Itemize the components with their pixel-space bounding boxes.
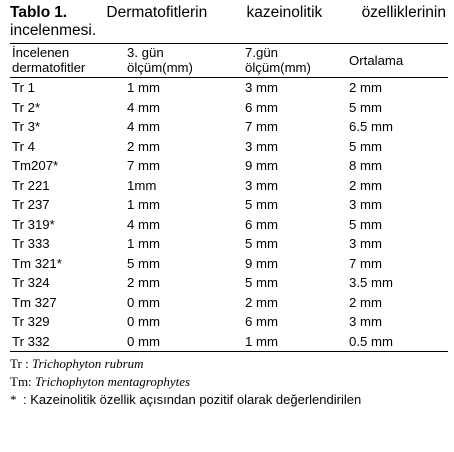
cell-day3: 2 mm xyxy=(127,275,160,290)
cell-average: 5 mm xyxy=(349,99,382,115)
cell-day7: 5 mm xyxy=(245,236,278,251)
cell-day7: 2 mm xyxy=(245,294,278,310)
footnote-tr xyxy=(10,355,446,373)
cell-day7: 5 mm xyxy=(245,197,278,212)
cell-day7: 7 mm xyxy=(245,119,278,134)
table-row xyxy=(10,332,448,352)
cell-strain: Tr 319* xyxy=(12,216,55,232)
cell-average: 3 mm xyxy=(349,197,382,212)
table-row xyxy=(10,273,448,293)
cell-strain: Tr 1 xyxy=(12,80,35,95)
table-body xyxy=(10,78,448,352)
table-row xyxy=(10,156,448,176)
cell-strain: Tr 221 xyxy=(12,177,50,193)
cell-day3: 1 mm xyxy=(127,236,160,251)
cell-day3: 4 mm xyxy=(127,99,160,115)
footnote-tr-name: Trichophyton rubrum xyxy=(31,356,144,371)
caption-word-3: özelliklerinin xyxy=(361,4,446,21)
table-footnotes xyxy=(10,355,446,409)
header-day3 xyxy=(127,44,245,78)
cell-strain: Tr 333 xyxy=(12,236,50,251)
cell-day7: 5 mm xyxy=(245,275,278,290)
header-day7-line2: ölçüm(mm) xyxy=(245,60,311,75)
caption-word-2: kazeinolitik xyxy=(246,4,323,21)
cell-average: 2 mm xyxy=(349,177,382,193)
table-row xyxy=(10,293,448,313)
cell-average: 5 mm xyxy=(349,138,382,154)
cell-day3: 4 mm xyxy=(127,119,160,134)
table-caption xyxy=(10,4,446,40)
cell-day3: 2 mm xyxy=(127,138,160,154)
cell-strain: Tm 321* xyxy=(12,255,62,271)
cell-average: 2 mm xyxy=(349,294,382,310)
caption-line-2: incelenmesi. xyxy=(10,22,97,39)
cell-day3: 1 mm xyxy=(127,80,160,95)
cell-day3: 0 mm xyxy=(127,294,160,310)
cell-day3: 1mm xyxy=(127,177,157,193)
data-table xyxy=(10,43,448,352)
cell-strain: Tr 237 xyxy=(12,197,50,212)
footnote-star xyxy=(10,391,446,409)
footnote-tm-abbr: Tm: xyxy=(10,374,32,389)
caption-label: Tablo xyxy=(10,4,51,21)
cell-day7: 1 mm xyxy=(245,332,349,352)
cell-average: 5 mm xyxy=(349,216,382,232)
table-row xyxy=(10,312,448,332)
header-average xyxy=(349,44,448,78)
caption-word-1: Dermatofitlerin xyxy=(106,4,208,21)
cell-day3: 0 mm xyxy=(127,332,245,352)
cell-day7: 3 mm xyxy=(245,80,278,95)
cell-day7: 3 mm xyxy=(245,177,278,193)
table-row xyxy=(10,215,448,235)
table-row xyxy=(10,195,448,215)
cell-average: 3 mm xyxy=(349,314,382,329)
cell-day3: 7 mm xyxy=(127,158,160,173)
cell-day7: 6 mm xyxy=(245,99,278,115)
caption-prefix xyxy=(10,4,67,22)
cell-strain: Tm 327 xyxy=(12,294,57,310)
cell-day7: 6 mm xyxy=(245,216,278,232)
table-header xyxy=(10,44,448,78)
cell-day3: 0 mm xyxy=(127,314,160,329)
cell-average: 3.5 mm xyxy=(349,275,393,290)
header-row xyxy=(10,44,448,78)
cell-strain: Tr 329 xyxy=(12,314,50,329)
table-figure xyxy=(10,4,446,409)
cell-day7: 9 mm xyxy=(245,255,278,271)
table-row xyxy=(10,137,448,157)
table-row xyxy=(10,176,448,196)
caption-line-1 xyxy=(10,4,446,22)
header-day3-line1: 3. gün xyxy=(127,45,164,60)
header-strain xyxy=(10,44,127,78)
cell-average: 7 mm xyxy=(349,255,382,271)
header-day7 xyxy=(245,44,349,78)
cell-day3: 4 mm xyxy=(127,216,160,232)
cell-day7: 6 mm xyxy=(245,314,278,329)
table-row xyxy=(10,254,448,274)
cell-strain: Tr 324 xyxy=(12,275,50,290)
header-strain-line2: dermatofitler xyxy=(12,60,86,75)
cell-average: 2 mm xyxy=(349,80,382,95)
cell-day7: 9 mm xyxy=(245,158,278,173)
footnote-tm-name: Trichophyton mentagrophytes xyxy=(34,374,191,389)
cell-strain: Tm207* xyxy=(12,158,59,173)
cell-strain: Tr 3* xyxy=(12,119,41,134)
cell-strain: Tr 4 xyxy=(12,138,35,154)
cell-average: 8 mm xyxy=(349,158,382,173)
cell-average: 3 mm xyxy=(349,236,382,251)
header-strain-line1: İncelenen xyxy=(12,45,70,60)
cell-average: 0.5 mm xyxy=(349,332,448,352)
footnote-tm xyxy=(10,373,446,391)
table-row xyxy=(10,78,448,98)
header-day7-line1: 7.gün xyxy=(245,45,279,60)
cell-day3: 1 mm xyxy=(127,197,160,212)
header-day3-line2: ölçüm(mm) xyxy=(127,60,193,75)
header-average-line1: Ortalama xyxy=(349,52,404,68)
cell-day3: 5 mm xyxy=(127,255,160,271)
table-row xyxy=(10,117,448,137)
cell-day7: 3 mm xyxy=(245,138,278,154)
footnote-star-text: : Kazeinolitik özellik açısından pozitif olarak değerlendirilen xyxy=(23,392,362,407)
cell-average: 6.5 mm xyxy=(349,119,393,134)
caption-number: 1. xyxy=(54,4,68,21)
cell-strain: Tr 2* xyxy=(12,99,41,115)
footnote-star-mark: * xyxy=(10,392,17,407)
cell-strain: Tr 332 xyxy=(10,332,127,352)
table-row xyxy=(10,98,448,118)
footnote-tr-abbr: Tr : xyxy=(10,356,29,371)
table-row xyxy=(10,234,448,254)
